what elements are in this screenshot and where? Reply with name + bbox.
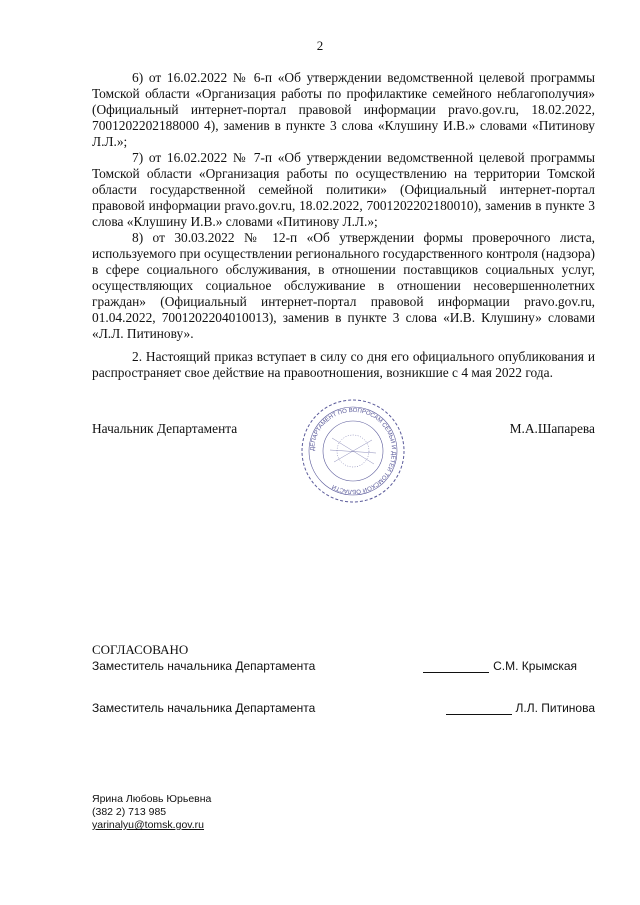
approver-role: Заместитель начальника Департамента	[92, 659, 316, 673]
approver-signature	[446, 701, 596, 715]
executor-name: Ярина Любовь Юрьевна	[92, 793, 212, 805]
approver-role: Заместитель начальника Департамента	[92, 701, 316, 715]
main-text	[92, 70, 595, 381]
paragraph-effective-date: 2. Настоящий приказ вступает в силу со дня его официального опубликования и распространяет свое действие на правоотношения, возникшие с 4 мая 2022 года.	[92, 349, 595, 380]
paragraph-item-8: 8) от 30.03.2022 № 12-п «Об утверждении формы проверочного листа, используемого при осуществлении регионального государственного контроля (надзора) в сфере социального обслуживания, в отношении поставщиков социальных услуг, осуществляющих социальное обслуживание в отношении несовершеннолетних граждан» (Официальный интернет-портал правовой информации pravo.gov.ru, 01.04.2022, 7001202204010013), заменив в пункте 3 слова «И.В. Клушину» словами «Л.Л. Питинову».	[92, 230, 595, 341]
approver-signature	[423, 659, 577, 673]
approver-name: Л.Л. Питинова	[515, 701, 595, 715]
executor-block	[92, 793, 211, 832]
signature-line	[446, 702, 512, 715]
approval-heading: СОГЛАСОВАНО	[92, 642, 189, 657]
page-number: 2	[316, 38, 324, 53]
signature-line	[423, 660, 489, 673]
official-stamp	[300, 398, 406, 504]
signatory-name: М.А.Шапарева	[509, 421, 595, 436]
stamp-ring-text: ДЕПАРТАМЕНТ ПО ВОПРОСАМ СЕМЬИ И ДЕТЕЙ ТОМСКОЙ ОБЛАСТИ	[309, 407, 397, 495]
executor-phone: (382 2) 713 985	[92, 806, 167, 818]
paragraph-item-7: 7) от 16.02.2022 № 7-п «Об утверждении ведомственной целевой программы Томской области «Организация работы по осуществлению на территории Томской области государственной семейной политики» (Официальный интернет-портал правовой информации pravo.gov.ru, 18.02.2022, 7001202202180010), заменив в пункте 3 слова «Клушину И.В.» словами «Питинову Л.Л.»;	[92, 150, 595, 229]
paragraph-item-6: 6) от 16.02.2022 № 6-п «Об утверждении ведомственной целевой программы Томской области «Организация работы по профилактике семейного неблагополучия» (Официальный интернет-портал правовой информации pravo.gov.ru, 18.02.2022, 7001202202188000 4), заменив в пункте 3 слова «Клушину И.В.» словами «Питинову Л.Л.»;	[92, 70, 595, 149]
executor-email-link[interactable]: yarinalyu@tomsk.gov.ru	[92, 819, 205, 831]
approver-name: С.М. Крымская	[493, 659, 577, 673]
signatory-title: Начальник Департамента	[92, 421, 238, 436]
